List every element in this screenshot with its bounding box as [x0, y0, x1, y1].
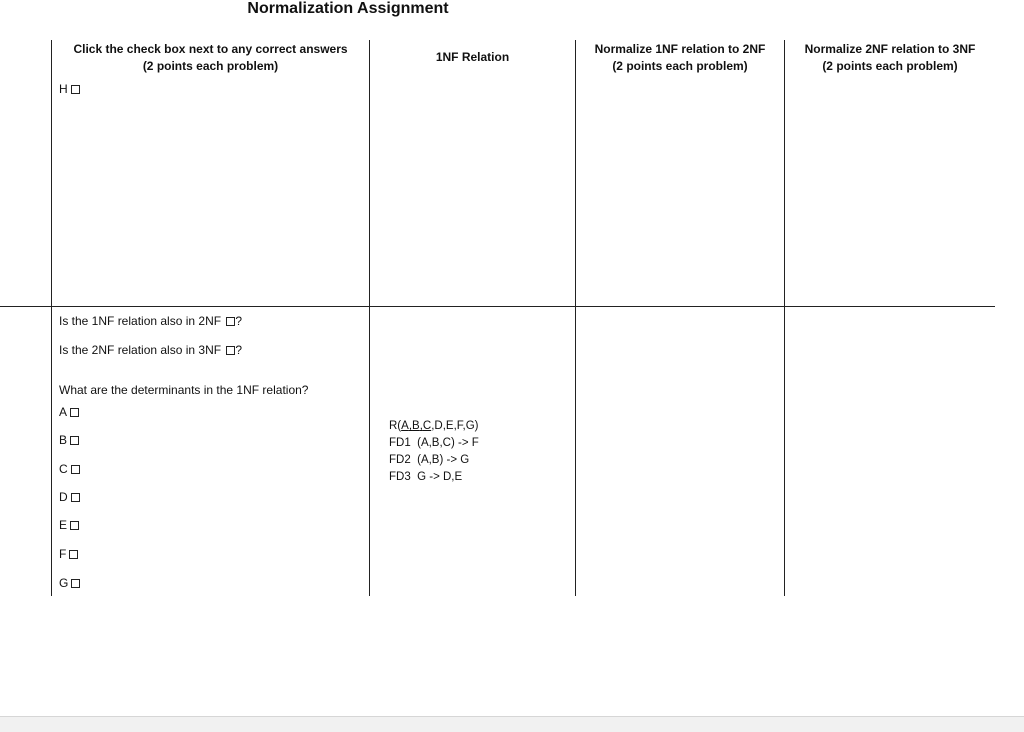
header-normalize-2nf — [576, 41, 784, 75]
question-3nf-suffix: ? — [235, 343, 243, 357]
option-g-label: G — [59, 576, 69, 590]
checkbox-g[interactable] — [71, 579, 80, 588]
header-1nf-relation-label: 1NF Relation — [435, 50, 510, 64]
question-determinants: What are the determinants in the 1NF relation? — [59, 383, 309, 397]
option-h-label: H — [59, 82, 68, 96]
option-h — [59, 82, 80, 96]
relation-schema-rest: ,D,E,F,G) — [431, 420, 479, 432]
header-normalize-2nf-line1: Normalize 1NF relation to 2NF — [594, 42, 766, 56]
header-normalize-3nf — [785, 41, 995, 75]
option-a — [59, 405, 79, 419]
option-d — [59, 490, 80, 504]
checkbox-h[interactable] — [71, 85, 80, 94]
checkbox-e[interactable] — [70, 521, 79, 530]
question-2nf-text: Is the 1NF relation also in 2NF — [59, 314, 222, 328]
checkbox-a[interactable] — [70, 408, 79, 417]
relation-definition — [389, 418, 479, 486]
functional-dependency-1: FD1 (A,B,C) -> F — [389, 437, 479, 449]
table-divider-col3 — [575, 40, 576, 596]
relation-key-a: A — [401, 420, 409, 432]
relation-key-b: B — [412, 420, 420, 432]
option-f-label: F — [59, 547, 67, 561]
header-answers — [52, 41, 369, 75]
option-e — [59, 518, 79, 532]
header-answers-line1: Click the check box next to any correct answers — [73, 42, 348, 56]
relation-schema — [389, 418, 479, 435]
table-divider-col2 — [369, 40, 370, 596]
table-border-left — [51, 40, 52, 596]
option-d-label: D — [59, 490, 68, 504]
question-3nf-text: Is the 2NF relation also in 3NF — [59, 343, 222, 357]
question-2nf-suffix: ? — [235, 314, 243, 328]
header-normalize-2nf-line2: (2 points each problem) — [612, 59, 748, 73]
header-answers-line2: (2 points each problem) — [142, 59, 279, 73]
functional-dependency-3: FD3 G -> D,E — [389, 471, 463, 483]
option-b — [59, 433, 79, 447]
checkbox-b[interactable] — [70, 436, 79, 445]
question-3nf — [59, 342, 242, 358]
header-normalize-3nf-line2: (2 points each problem) — [822, 59, 958, 73]
option-c-label: C — [59, 462, 68, 476]
relation-key-sep1: , — [408, 420, 413, 432]
option-c — [59, 462, 80, 476]
checkbox-c[interactable] — [71, 465, 80, 474]
bottom-scroll-area — [0, 716, 1024, 732]
page-title: Normalization Assignment — [247, 0, 449, 17]
relation-schema-prefix: R( — [389, 420, 402, 432]
functional-dependency-2: FD2 (A,B) -> G — [389, 454, 470, 466]
option-g — [59, 576, 80, 590]
checkbox-d[interactable] — [71, 493, 80, 502]
relation-key-c: C — [422, 420, 432, 432]
relation-key-sep2: , — [419, 420, 423, 432]
option-f — [59, 547, 78, 561]
table-row-divider — [0, 306, 995, 307]
option-e-label: E — [59, 518, 68, 532]
table-divider-col4 — [784, 40, 785, 596]
checkbox-f[interactable] — [69, 550, 78, 559]
option-b-label: B — [59, 433, 68, 447]
header-normalize-3nf-line1: Normalize 2NF relation to 3NF — [804, 42, 976, 56]
option-a-label: A — [59, 405, 68, 419]
question-2nf — [59, 313, 242, 329]
header-1nf-relation — [370, 49, 575, 66]
